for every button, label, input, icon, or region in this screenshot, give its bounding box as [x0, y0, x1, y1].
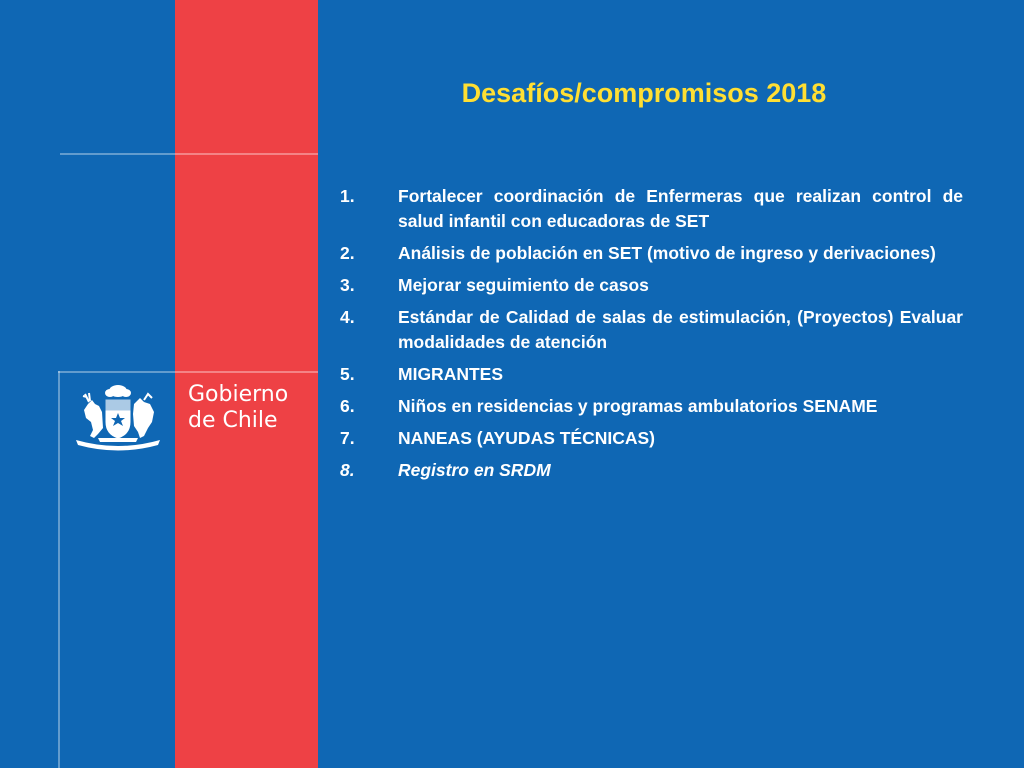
list-item — [340, 241, 963, 266]
divider-vertical — [58, 371, 60, 768]
list-item-text: NANEAS (AYUDAS TÉCNICAS) — [398, 428, 656, 448]
list-item-text: Niños en residencias y programas ambulatorios SENAME — [398, 396, 878, 416]
list-item-text: Estándar de Calidad de salas de estimulación, (Proyectos) Evaluar modalidades de atención — [398, 307, 963, 352]
commitments-list — [340, 184, 963, 490]
gobierno-de-chile-logo — [188, 382, 288, 434]
list-item — [340, 426, 963, 451]
list-item-number: 4. — [340, 307, 355, 327]
chile-coat-of-arms-icon — [68, 382, 168, 454]
list-item-number: 6. — [340, 396, 355, 416]
list-item-number: 1. — [340, 186, 355, 206]
list-item-number: 2. — [340, 243, 355, 263]
list-item — [340, 273, 963, 298]
slide-title: Desafíos/compromisos 2018 — [461, 78, 827, 108]
list-item — [340, 458, 963, 483]
logo-line-1: Gobierno — [188, 382, 289, 407]
list-item — [340, 305, 963, 355]
list-item-number: 8. — [340, 460, 355, 480]
divider-top — [60, 153, 318, 155]
list-item-number: 5. — [340, 364, 355, 384]
list-item-text: Análisis de población en SET (motivo de ingreso y derivaciones) — [398, 243, 936, 263]
divider-logo — [58, 371, 318, 373]
list-item-text: Mejorar seguimiento de casos — [398, 275, 649, 295]
list-item-text: MIGRANTES — [398, 364, 503, 384]
list-item-text: Registro en SRDM — [398, 460, 551, 480]
list-item — [340, 184, 963, 234]
list-item-number: 3. — [340, 275, 355, 295]
list-item-number: 7. — [340, 428, 355, 448]
list-item — [340, 362, 963, 387]
list-item-text: Fortalecer coordinación de Enfermeras que realizan control de salud infantil con educadoras de SET — [398, 186, 963, 231]
logo-line-2: de Chile — [188, 408, 278, 433]
list-item — [340, 394, 963, 419]
